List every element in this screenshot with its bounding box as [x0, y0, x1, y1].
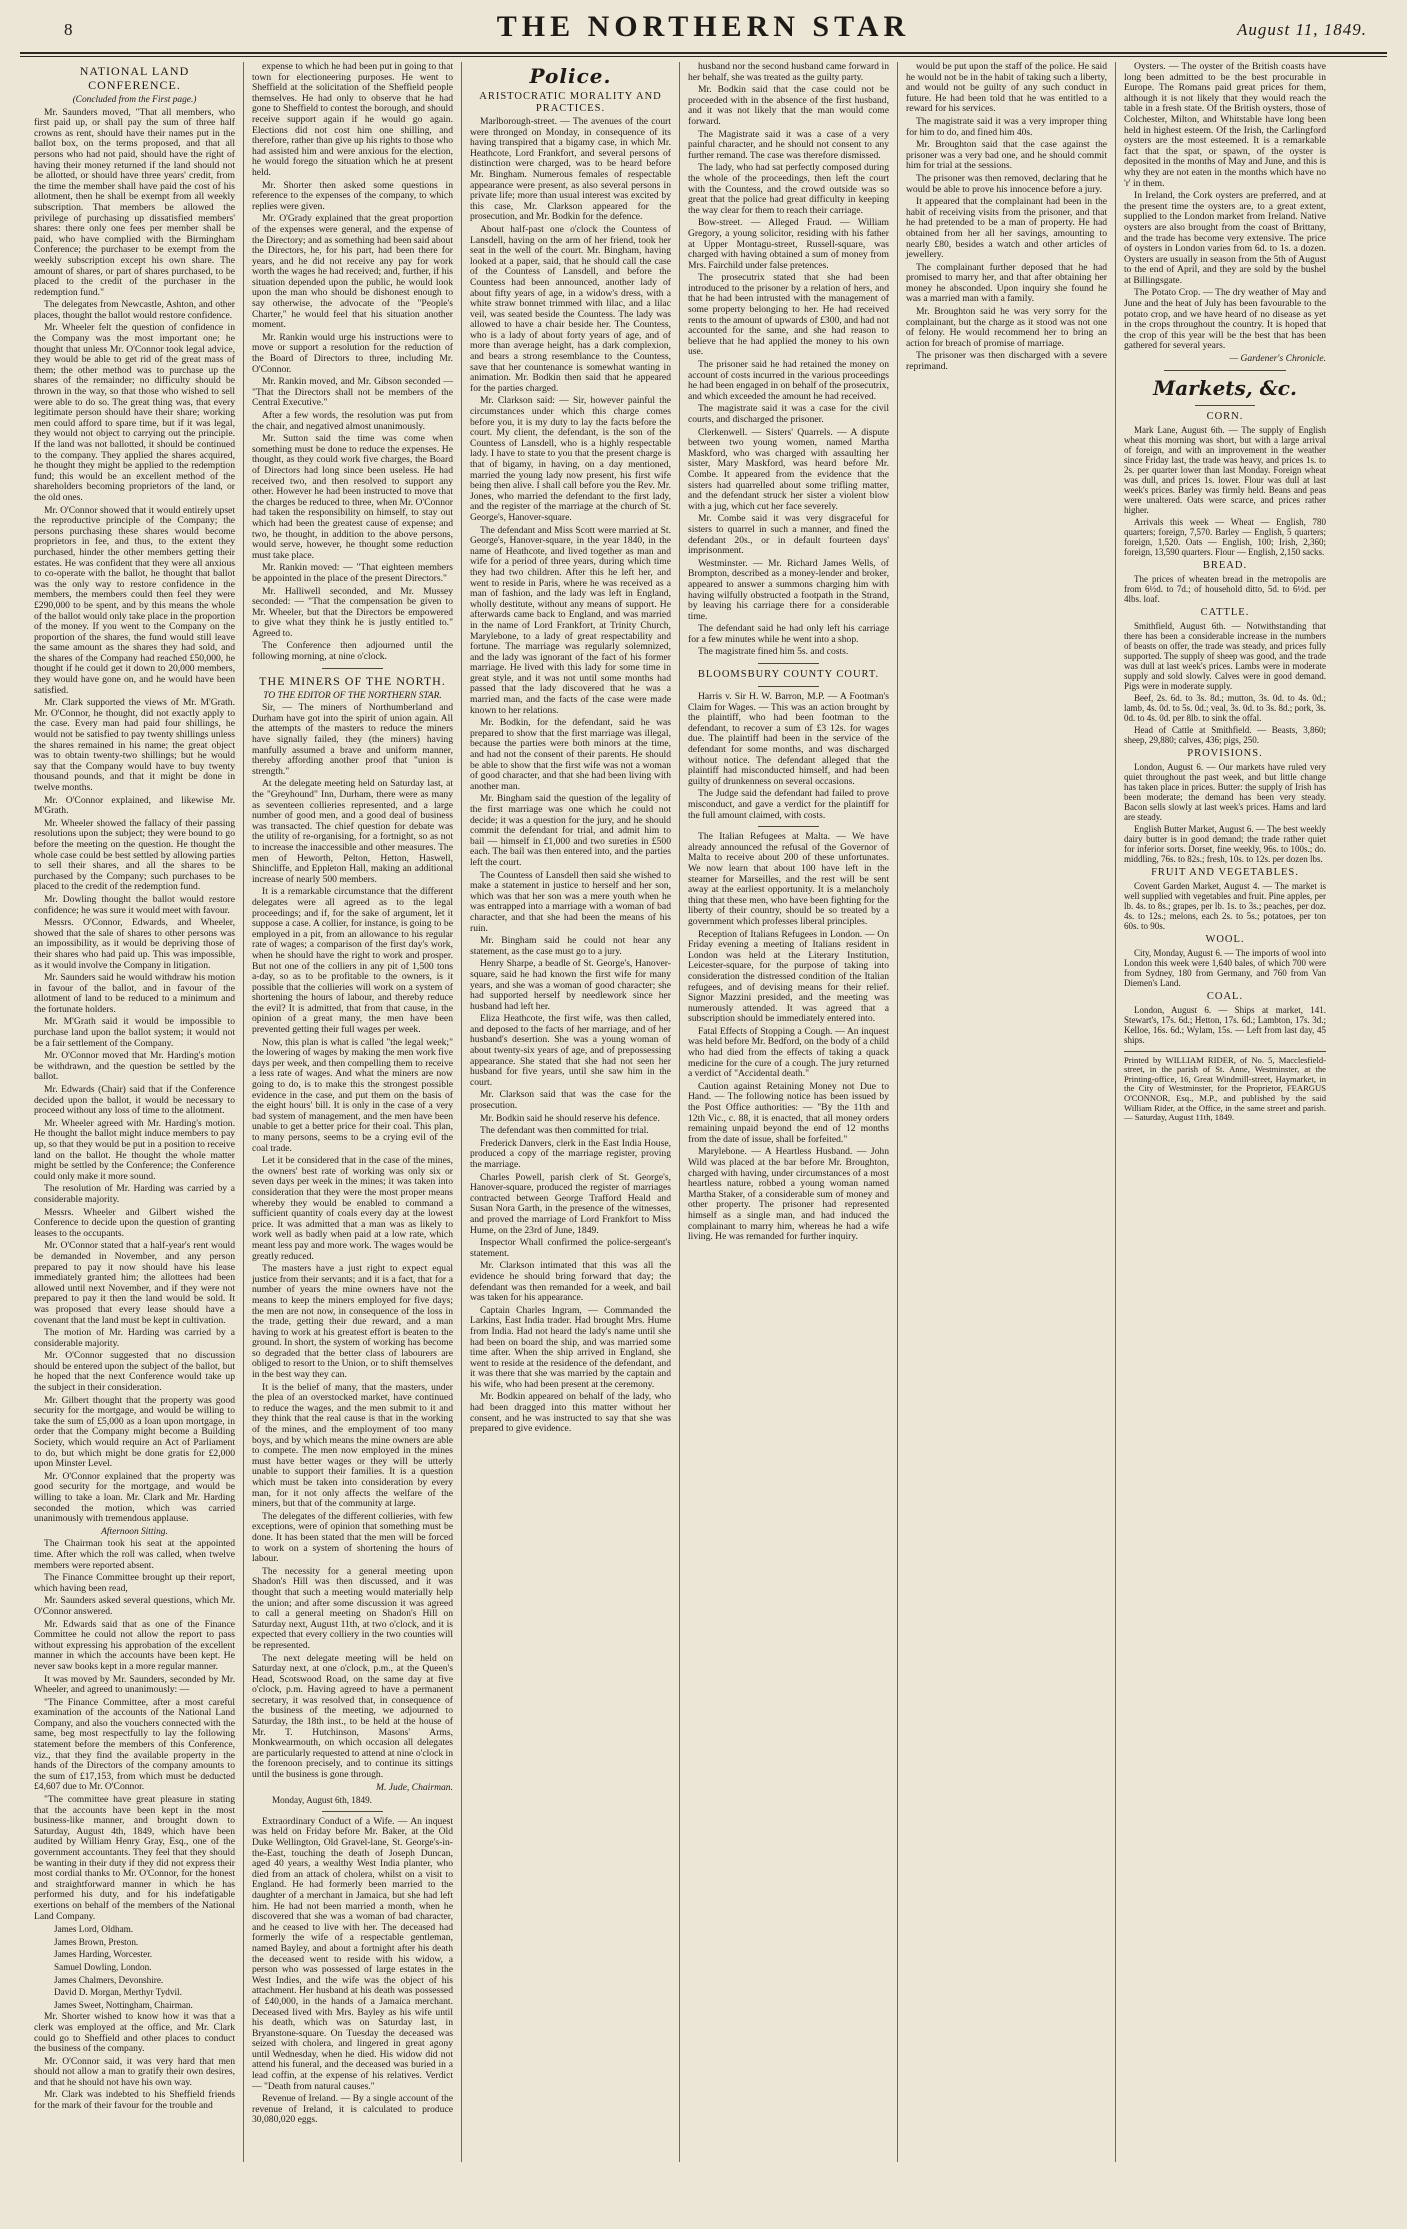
paragraph: Henry Sharpe, a beadle of St. George's, Hanover-square, said he had known the first wife for many years, and she was a woman of good character; she had supported herself by needlework since her husband had left her.: [470, 958, 671, 1012]
masthead: [20, 6, 1387, 50]
paragraph: Mr. Bodkin, for the defendant, said he was prepared to show that the first marriage was illegal, because the parties were both minors at the time, and had not the consent of their parents. He should be able to show that the first wife was not a woman of good character, and that she had been living with another man.: [470, 717, 671, 792]
paragraph: Mr. Shorter wished to know how it was that a clerk was employed at the office, and Mr. Clark could go to Sheffield and other places to conduct the business of the company.: [34, 2011, 235, 2055]
market-section-bread: BREAD.: [1202, 559, 1248, 571]
paragraph: Mr. Bingham said the question of the legality of the first marriage was one which he could not decide; it was a question for the jury, and he should commit the defendant for trial, and admit him to bail — himself in £1,000 and two sureties in £500 each. The bail was then entered into, and the parties left the court.: [470, 793, 671, 868]
paragraph: The lady, who had sat perfectly composed during the whole of the proceedings, then left the court with the Countess, and the crowd outside was so great that the police had great difficulty in keeping the way clear for them to reach their carriage.: [688, 162, 889, 216]
paragraph: Mr. Wheeler agreed with Mr. Harding's motion. He thought the ballot might induce members to pay up, so that they would be put in a position to receive land on the ballot. He thought the whole matter might be settled by the Conference; the Conference could only make it more sound.: [34, 1117, 235, 1182]
paragraph: Sir, — The miners of Northumberland and Durham have got into the spirit of union again. All the attempts of the masters to reduce the miners have signally failed, they (the miners) having manfully assumed a brave and uniform manner, thereby affording another proof that "union is strength.": [252, 702, 453, 777]
paragraph: The Countess of Lansdell then said she wished to make a statement in justice to herself and her son, which was that her son was a mere youth when he was entrapped into a marriage with a woman of bad character, and that she had been the means of his ruin.: [470, 869, 671, 934]
section-divider: [758, 826, 818, 827]
paragraph: Mr. Clark supported the views of Mr. M'Grath. Mr. O'Connor, he thought, did not exactly apply to the case. Every man had paid four shillings, he would not be satisfied to pay twenty shillings unless the shares remained in his name; the great object was to obtain twenty-two shillings; but he would say that the Company would have to buy twenty thousand pounds, and that it might be done in twelve months.: [34, 697, 235, 793]
paragraph: The defendant said he had only left his carriage for a few minutes while he went into a shop.: [688, 623, 889, 645]
paragraph: Mr. O'Connor said, it was very hard that men should not allow a man to gratify their own desires, and that he should not have his own way.: [34, 2055, 235, 2088]
paragraph: The necessity for a general meeting upon Shadon's Hill was then discussed, and it was thought that such a meeting would materially help the union; and after some discussion it was agreed to call a general meeting on Shadon's Hill on Saturday next, August 11th, at two o'clock, and it is expected that every colliery in the two counties will be represented.: [252, 1565, 453, 1651]
market-section-coal: COAL.: [1206, 990, 1244, 1002]
paragraph: Mr. Clark was indebted to his Sheffield friends for the mark of their favour for the trouble and: [34, 2089, 235, 2112]
market-report: Beef, 2s. 6d. to 3s. 8d.; mutton, 3s. 0d. to 4s. 0d.; lamb, 4s. 0d. to 5s. 0d.; veal, 3s. 0d. to 3s. 8d.; pork, 3s. 0d. to 4s. 0d. per 8lb. to sink the offal.: [1124, 692, 1326, 723]
paragraph: At the delegate meeting held on Saturday last, at the "Greyhound" Inn, Durham, there were as many as seventeen collieries represented, and a large number of good men, and a good deal of business was transacted. The chief question for debate was the utility of re-organising, for a fortnight, so as not to increase the inaccessible and other measures. The men of Heworth, Pelton, Hetton, Haswell, Shincliffe, and Eppleton Hall, making an additional increase of nearly 500 members.: [252, 778, 453, 885]
paragraph: The masters have a just right to expect equal justice from their servants; and it is a fact, that for a number of years the mine owners have not the means to keep the miners employed for five days; the men are not now, in consequence of the loss in the trade, getting their due reward, and a man having to work at his greatest effort is beaten to the ground. In short, the system of working has become so degraded that the better class of labourers are obliged to resort to the Union, or to shift themselves in the best way they can.: [252, 1263, 453, 1381]
paragraph: Mr. Clarkson said: — Sir, however painful the circumstances under which this charge comes before you, it is my duty to lay the facts before the court. My client, the defendant, is the son of the Countess of Lansdell, who is a highly respectable lady. I have to state to you that the present charge is that of bigamy, in having, on a day mentioned, married the young lady now present, his first wife being then alive. I shall call before you the Rev. Mr. Jones, who married the defendant to the first lady, and the register of the marriage at the church of St. George's, Hanover-square.: [470, 395, 671, 523]
paragraph: Mr. Broughton said that the case against the prisoner was a very bad one, and he should commit him for trial at the sessions.: [906, 139, 1107, 172]
market-report: English Butter Market, August 6. — The best weekly dairy butter is in good demand; the trade rather quiet for inferior sorts. Dorset, fine weekly, 96s. to 100s.; do. middling, 76s. to 82s.; fresh, 10s. to 12s. per dozen lbs.: [1124, 823, 1326, 864]
paragraph: Mr. Bingham said he could not hear any statement, as the case must go to a jury.: [470, 935, 671, 957]
article-subheading: ARISTOCRATIC MORALITY AND PRACTICES.: [479, 91, 662, 114]
paper-title: THE NORTHERN STAR: [496, 10, 911, 43]
paragraph: Caution against Retaining Money not Due to Hand. — The following notice has been issued by the Post Office authorities: — "By the 11th and 12th Vic., c. 88, it is enacted, that all money orders remaining unpaid beyond the end of 12 months from the date of issue, shall be forfeited.": [688, 1080, 889, 1145]
column-3: [462, 62, 680, 2162]
paragraph: The magistrate fined him 5s. and costs.: [698, 646, 849, 658]
paragraph: Mr. O'Connor explained, and likewise Mr. M'Grath.: [34, 794, 235, 817]
paragraph: Mr. Edwards (Chair) said that if the Conference decided upon the ballot, it would be necessary to proceed without any loss of time to the allotment.: [34, 1084, 235, 1117]
paragraph: Mr. Clarkson intimated that this was all the evidence he should bring forward that day; the defendant was then remanded for a week, and bail was taken for his appearance.: [470, 1260, 671, 1304]
paragraph: The prisoner was then removed, declaring that he would be able to prove his innocence before a jury.: [906, 172, 1107, 195]
market-section-wool: WOOL.: [1205, 933, 1245, 945]
paragraph: husband nor the second husband came forward in her behalf, she was treated as the guilty party.: [688, 62, 889, 83]
paragraph: Mr. Clarkson said that was the case for the prosecution.: [470, 1089, 671, 1112]
paragraph: Fatal Effects of Stopping a Cough. — An inquest was held before Mr. Bedford, on the body of a child who had died from the effects of taking a quack medicine for the cure of a cough. The jury returned a verdict of "Accidental death.": [688, 1025, 889, 1080]
paragraph: "The committee have great pleasure in stating that the accounts have been kept in the most business-like manner, and brought down to Saturday, August 4th, 1849, which have been audited by William Henry Gray, Esq., one of the government accountants. They feel that they should be wanting in their duty if they did not express their most cordial thanks to Mr. O'Connor, for the honest and straightforward manner in which he has performed his duty, and for his indefatigable exertions on behalf of the members of the National Land Company.: [34, 1794, 235, 1922]
paragraph: "The Finance Committee, after a most careful examination of the accounts of the National Land Company, and also the vouchers connected with the same, beg most respectfully to lay the following statement before the members of this Conference, viz., that they find the available property in the hands of the Directors of the company amounts to the sum of £17,153, from which must be deducted £4,607 due to Mr. O'Connor.: [34, 1696, 235, 1793]
paragraph: Let it be considered that in the case of the mines, the owners' best rate of working was only six or seven days per week in the mines; it was taken into consideration that they were the most proper means whereby they would be enabled to command a sufficient quantity of coals every day at the lowest price. It was admitted that a man was as likely to work well as badly when paid at a low rate, which meant less pay and more work. The wages would be greatly reduced.: [252, 1155, 453, 1262]
paragraph: Mr. O'Connor moved that Mr. Harding's motion be withdrawn, and the question be settled by the ballot.: [34, 1050, 235, 1083]
market-section-provisions: PROVISIONS.: [1187, 747, 1263, 759]
market-report: Smithfield, August 6th. — Notwithstanding that there has been a considerable increase in the numbers of beasts on offer, the trade was steady, and prices fully supported. The supply of sheep was good, and the trade was dull at last week's prices. Lambs were in moderate supply and sold slowly. Calves were in good demand. Pigs were in moderate supply.: [1124, 620, 1326, 691]
paragraph: Mr. Saunders asked several questions, which Mr. O'Connor answered.: [34, 1595, 235, 1617]
paragraph: Extraordinary Conduct of a Wife. — An inquest was held on Friday before Mr. Baker, at the Old Duke Wellington, Old Gravel-lane, St. George's-in-the-East, touching the death of Joseph Duncan, aged 40 years, a wealthy West India planter, who died from an attack of cholera, whilst on a visit to England. He had formerly been married to the daughter of a merchant in Jamaica, but she had left him. He had not been married a month, when he discovered that she was a woman of bad character, and he ceased to live with her. The deceased had formerly the wife of a respectable gentleman, named Bayley, and about a fortnight after his death the deceased went to reside with his widow, a person who was possessed of large estates in the West Indies, and the wife was the object of his attachment. Her husband at his death was possessed of £40,000, in the hands of a Jamaica merchant. Deceased lived with Mrs. Bayley as his wife until his death, which was on Saturday last, in Bryanstone-square. On Tuesday the deceased was seized with cholera, and lingered in great agony until Wednesday, when he died. His widow did not attend his funeral, and the deceased was buried in a lead coffin, at the expense of his relatives. Verdict — "Death from natural causes.": [252, 1815, 453, 2092]
paragraph: The motion of Mr. Harding was carried by a considerable majority.: [34, 1327, 235, 1349]
paragraph: Mr. O'Grady explained that the great proportion of the expenses were general, and the expense of the Directory; and as something had been said about the Directors, he, for his part, had been there for years, and he did not receive any pay for work worth the wages he had received; and, further, if his situation depended upon the public, he would look upon the man who should be dishonest enough to say otherwise, the advocate of the "People's Charter," he would feel that his situation another moment.: [252, 213, 453, 331]
paragraph: Mr. Dowling thought the ballot would restore confidence; he was sure it would meet with favour.: [34, 893, 235, 916]
signatory: Samuel Dowling, London.: [54, 1961, 152, 1972]
paragraph: The complainant further deposed that he had promised to marry her, and that after obtaining her money he absconded. Upon inquiry she found he was a married man with a family.: [906, 261, 1107, 305]
paragraph: After a few words, the resolution was put from the chair, and negatived almost unanimously.: [252, 410, 453, 432]
paragraph: The Conference then adjourned until the following morning, at nine o'clock.: [252, 640, 453, 663]
article-heading: BLOOMSBURY COUNTY COURT.: [697, 669, 880, 681]
paragraph: About half-past one o'clock the Countess of Lansdell, having on the arm of her friend, took her seat in the well of the court. Mr. Bingham, having looked at a paper, said, that he should call the case of the Countess of Lansdell, and before the Countess had been announced, another lady of about fifty years of age, in a widow's dress, with a white straw bonnet trimmed with lilac, and a lilac veil, was seated beside the Countess. The lady was allowed to have a chair beside her. The Countess, who is a lady of about forty years of age, and of more than average height, has a dark complexion, and bears a strong resemblance to the Countess, save that her countenance is somewhat wanting in animation. Mr. Bodkin then said that he appeared for the parties charged.: [470, 223, 671, 394]
paragraph: The delegates from Newcastle, Ashton, and other places, thought the ballot would restore confidence.: [34, 299, 235, 321]
paragraph: Mr. Rankin moved: — "That eighteen members be appointed in the place of the present Directors.": [252, 562, 453, 584]
paragraph: The Judge said the defendant had failed to prove misconduct, and gave a verdict for the plaintiff for the full amount claimed, with costs.: [688, 788, 889, 821]
market-report: The prices of wheaten bread in the metropolis are from 6½d. to 7d.; of household ditto, 5d. to 6½d. per 4lbs. loaf.: [1124, 573, 1326, 604]
column-5: [898, 62, 1116, 2162]
paragraph: The delegates of the different collieries, with few exceptions, were of opinion that something must be done. It has been stated that the men will be forced to work on a system of shortening the hours of labour.: [252, 1510, 453, 1565]
section-divider: [322, 1811, 382, 1812]
section-divider: [1164, 370, 1285, 371]
paragraph: The Italian Refugees at Malta. — We have already announced the refusal of the Governor of Malta to receive about 200 of these unfortunates. We now learn that about 100 have left in the steamer for Marseilles, and the rest will be sent away at the earliest opportunity. It is a melancholy thing that these men, who have been fighting for the liberty of their country, should be so treated by a government which professes liberal principles.: [688, 831, 889, 927]
signatory: James Harding, Worcester.: [54, 1949, 153, 1960]
paragraph: Mr. Saunders said he would withdraw his motion in favour of the ballot, and in favour of the allotment of land to be reduced to a minimum and the fortunate holders.: [34, 972, 235, 1015]
paragraph: Mr. Wheeler showed the fallacy of their passing resolutions upon the subject; they were bound to go before the meeting on the question. He thought the whole case could be best settled by allowing parties to sell their shares, and all the shares to be purchased by the Company; such purchases to be placed to the credit of the redemption fund.: [34, 817, 235, 893]
paragraph: Harris v. Sir H. W. Barron, M.P. — A Footman's Claim for Wages. — This was an action brought by the plaintiff, who had been footman to the defendant, to recover a sum of £3 12s. for wages due. The plaintiff had been in the service of the defendant for some months, and was discharged without notice. The defendant alleged that the plaintiff had misconducted himself, and had been guilty of drunkenness on several occasions.: [688, 691, 889, 787]
paragraph: It is a remarkable circumstance that the different delegates were all agreed as to the legal proceedings; and if, for the sake of argument, let it suppose a case. A collier, for instance, is going to be employed in a pit, from an allowance to his regular rate of wages; a comparison of the first day's work, when he should have the right to work and prosper. But not one of the colliers in any pit of 1,500 tons a-day, so as to be profitable to the owners, is it possible that the collieries will work on a system of shortening the hours of labour, and thereby reduce the evil? It is admitted, that from that cause, in the opinion of a great many, the men have been prevented getting their full wages per week.: [252, 886, 453, 1036]
paragraph: It appeared that the complainant had been in the habit of receiving visits from the prisoner, and that he had pretended to be a man of property. He had obtained from her all her savings, amounting to nearly £80, besides a watch and other articles of jewellery.: [906, 196, 1107, 261]
paragraph: Revenue of Ireland. — By a single account of the revenue of Ireland, it is calculated to produce 30,080,020 eggs.: [252, 2093, 453, 2126]
article-subheading: (Concluded from the First page.): [72, 95, 197, 105]
market-report: Covent Garden Market, August 4. — The market is well supplied with vegetables and fruit. Pine apples, per lb. 4s. to 8s.; grapes, per lb. 1s. to 3s.; peaches, per doz. 4s. to 12s.; melons, each 2s. to 5s.; potatoes, per ton 60s. to 90s.: [1124, 880, 1326, 931]
section-subheading: Afternoon Sitting.: [101, 1526, 168, 1537]
paragraph: Mr. Rankin moved, and Mr. Gibson seconded — "That the Directors shall not be members of the Central Executive.": [252, 376, 453, 409]
paragraph: Messrs. Wheeler and Gilbert wished the Conference to decide upon the question of granting leases to the occupants.: [34, 1206, 235, 1239]
paragraph: The prisoner said he had retained the money on account of costs incurred in the various proceedings he had been engaged in on behalf of the prosecutrix, and which exceeded the amount he had received.: [688, 359, 889, 402]
paragraph: Reception of Italians Refugees in London. — On Friday evening a meeting of Italians resident in London was held at the Literary Institution, Leicester-square, for the purpose of taking into consideration the distressed condition of the Italian refugees, and of devising means for their relief. Signor Mazzini presided, and the meeting was numerously attended. It was agreed that a subscription should be immediately entered into.: [688, 928, 889, 1025]
paragraph: Mr. O'Connor stated that a half-year's rent would be demanded in November, and any person prepared to pay it now should have his lease immediately granted him; the allottees had been allowed until next November, and if they were not prepared to pay it then the land would be sold. It was proposed that every lease should have a covenant that the land must be kept in cultivation.: [34, 1240, 235, 1326]
signatory: James Sweet, Nottingham, Chairman.: [54, 1999, 193, 2010]
paragraph: It was moved by Mr. Saunders, seconded by Mr. Wheeler, and agreed to unanimously: —: [34, 1673, 235, 1696]
paragraph: The prisoner was then discharged with a severe reprimand.: [906, 350, 1107, 373]
paragraph: Charles Powell, parish clerk of St. George's, Hanover-square, produced the register of marriages contracted between George Trafford Heald and Susan Nora Garth, in the presence of the witnesses, and proved the marriage of Lord Frankfort to Miss Hume, on the 23rd of June, 1849.: [470, 1171, 671, 1236]
paragraph: The defendant and Miss Scott were married at St. George's, Hanover-square, in the year 1840, in the name of Heathcote, and lived together as man and wife for a period of three years, during which time they had two children. After this he left her, and went to reside in Paris, where he was received as a man of fashion, and the lady was left in England, wholly destitute, without any means of support. He afterwards came back to England, and was married in the name of Lord Frankfort, at Trinity Church, Marylebone, to a lady of great respectability and fortune. The marriage was regularly solemnized, and the lady was ignorant of the fact of his former marriage. He lived with this lady for some time in great style, and it was not until some months had passed that the lady discovered that he was a married man, and the facts of the case were made known to her relations.: [470, 524, 671, 716]
paragraph: Mr. Saunders moved, "That all members, who first paid up, or shall pay the sum of three half crowns as rent, should have their names put in the ballot box, on the terms proposed, and that all persons who had not paid, should have the right of having their money returned if the land should not be allotted, or should have three years' credit, from the time the member shall have paid the cost of his allotment, then he shall be exempt from all weekly subscription. That members be allowed the privilege of purchasing up dissatisfied members' shares: there only one fees per member shall be paid, who have complied with the Birmingham Conference; the purchaser to be exempt from the weekly subscription except his own share. The amount of shares, or part of shares purchased, to be placed to the credit of the purchaser in the redemption fund.": [34, 106, 235, 298]
paragraph: Marylebone. — A Heartless Husband. — John Wild was placed at the bar before Mr. Broughton, charged with having, under circumstances of a most heartless nature, robbed a young woman named Martha Staker, of a considerable sum of money and other property. The prisoner had represented himself as a single man, and had induced the complainant to marry him, whereas he had a wife living. He was remanded for further inquiry.: [688, 1146, 889, 1243]
paragraph: Mr. Rankin would urge his instructions were to move or support a resolution for the reduction of the Board of Directors to three, including Mr. O'Connor.: [252, 331, 453, 375]
police-heading: Police.: [529, 64, 612, 88]
paragraph: Mr. O'Connor explained that the property was good security for the mortgage, and would be willing to take a loan. Mr. Clark and Mr. Harding seconded the motion, which was carried unanimously with tremendous applause.: [34, 1470, 235, 1525]
letter-date: Monday, August 6th, 1849.: [272, 1795, 372, 1806]
paragraph: The Chairman took his seat at the appointed time. After which the roll was called, when twelve members were reported absent.: [34, 1538, 235, 1571]
column-2: [244, 62, 462, 2162]
paragraph: Bow-street. — Alleged Fraud. — William Gregory, a young solicitor, residing with his father at Upper Montagu-street, Russell-square, was charged with having obtained a sum of money from Mrs. Fairchild under false pretences.: [688, 217, 889, 271]
paragraph: Mr. Bodkin appeared on behalf of the lady, who had been dragged into this matter without her consent, and he was instructed to say that she was prepared to give evidence.: [470, 1391, 671, 1435]
paragraph: Mr. Bodkin said that the case could not be proceeded with in the absence of the first husband, and it was not likely that the man would come forward.: [688, 84, 889, 127]
page-number: 8: [64, 20, 73, 39]
column-1: [26, 62, 244, 2162]
paragraph: Clerkenwell. — Sisters' Quarrels. — A dispute between two young women, named Martha Maskford, who was charged with assaulting her sister, Mary Maskford, was heard before Mr. Combe. It appeared from the evidence that the sisters had quarrelled about some trifling matter, and the defendant struck her sister a violent blow with a jug, which cut her face severely.: [688, 426, 889, 512]
masthead-rule: [20, 52, 1387, 57]
paragraph: In Ireland, the Cork oysters are preferred, and at the present time the oysters are, to a great extent, supplied to the London market from Ireland. Native oysters are also brought from the coast of Brittany, and the trade has become very extensive. The price of oysters in London varies from 6d. to 1s. a dozen. Oysters are usually in season from the 5th of August to the end of April, and they are sold by the bushel at Billingsgate.: [1124, 190, 1326, 286]
signatory: James Chalmers, Devonshire.: [54, 1974, 164, 1985]
imprint-divider: [1124, 1051, 1326, 1052]
paragraph: would be put upon the staff of the police. He said he would not be in the habit of taking such a liberty, and would not be guilty of any such conduct in future. He had been told that he was entitled to a reward for his services.: [906, 62, 1107, 115]
paragraph: Oysters. — The oyster of the British coasts have long been admitted to be the best procurable in Europe. The Romans paid great prices for them, although it is not likely that they would reach the table in a fresh state. Of the British oysters, those of Colchester, Milton, and Whitstable have long been held in highest esteem. Of the Irish, the Carlingford oysters are the most esteemed. It is a remarkable fact that the spat, or spawn, of the oyster is deposited in the months of May and June, and this is why they are not eaten in the months which have no 'r' in them.: [1124, 62, 1326, 189]
paragraph: Mr. O'Connor suggested that no discussion should be entered upon the subject of the ballot, but he hoped that the next Conference would take up the subject in their consideration.: [34, 1350, 235, 1394]
paragraph: It is the belief of many, that the masters, under the plea of an overstocked market, have continued to reduce the wages, and the men submit to it and they think that the real cause is that in the working of the mines, and the employment of too many boys, and by which means the mine owners are able to compete. The men now employed in the mines must have better wages or they will be utterly unable to support their families. It is a question which must be taken into consideration by every man, for it not only affects the welfare of the miners, but that of the community at large.: [252, 1381, 453, 1510]
signatory: James Lord, Oldham.: [54, 1924, 134, 1935]
paragraph: Mr. O'Connor showed that it would entirely upset the reproductive principle of the Company; the persons purchasing these shares would become proprietors in fee, and thus, to the extent they purchased, hinder the other members getting their estates. He was confident that they were all anxious to co-operate with the ballot, he thought that ballot was the only way to restore confidence in the members, the members could then feel they were £290,000 to be spent, and by this means the whole of the ballot would only take place in the proportion of the money. If you went to the Company on the proportion of the shares, the fund would still leave the same amount as the shares they had sold, and the shares of the Company had reached £50,000, he thought if he could get it down to 20,000 members, they would have gone on, and he would have been satisfied.: [34, 504, 235, 696]
letter-address: TO THE EDITOR OF THE NORTHERN STAR.: [263, 690, 442, 701]
paragraph: Frederick Danvers, clerk in the East India House, produced a copy of the marriage register, proving the marriage.: [470, 1137, 671, 1170]
paragraph: Captain Charles Ingram, — Commanded the Larkins, East India trader. Had brought Mrs. Hume from India. Had not heard the lady's name until she had been on board the ship, and was married some time after. When the ship arrived in England, she went to reside at the residence of the defendant, and it was there that she was married by the captain and his wife, who had been present at the ceremony.: [470, 1304, 671, 1390]
paragraph: The Magistrate said it was a case of a very painful character, and he should not consent to any further remand. The case was therefore dismissed.: [688, 128, 889, 161]
paragraph: Inspector Whall confirmed the police-sergeant's statement.: [470, 1237, 671, 1259]
paragraph: Mr. Combe said it was very disgraceful for sisters to quarrel in such a manner, and fined the defendant 20s., or in default fourteen days' imprisonment.: [688, 513, 889, 557]
section-divider: [322, 668, 382, 669]
paragraph: The magistrate said it was a very improper thing for him to do, and fined him 40s.: [906, 115, 1107, 138]
article-heading: NATIONAL LAND CONFERENCE.: [79, 64, 190, 92]
source-credit: — Gardener's Chronicle.: [1229, 353, 1326, 365]
paragraph: Mr. M'Grath said it would be impossible to purchase land upon the ballot system; it would not be a fair settlement of the Company.: [34, 1016, 235, 1049]
market-report: Arrivals this week — Wheat — English, 780 quarters; foreign, 7,570. Barley — English, 5 quarters; foreign, 1,520. Oats — English, 100; Irish, 2,360; foreign, 13,590 quarters. Flour — English, 2,150 sacks.: [1124, 516, 1326, 557]
column-4: [680, 62, 898, 2162]
markets-heading: Markets, &c.: [1153, 375, 1297, 400]
article-heading: THE MINERS OF THE NORTH.: [259, 673, 446, 688]
paragraph: Messrs. O'Connor, Edwards, and Wheeler, showed that the sale of shares to other persons was an impossibility, as it would be depriving those of their shares who had paid up. This was impossible, as it would involve the Company in litigation.: [34, 917, 235, 971]
paragraph: Eliza Heathcote, the first wife, was then called, and deposed to the facts of her marriage, and of her husband's desertion. She was a young woman of about twenty-six years of age, and of prepossessing appearance. She stated that she had not seen her husband for five years, until she saw him in the court.: [470, 1013, 671, 1088]
market-report: City, Monday, August 6. — The imports of wool into London this week were 1,640 bales, of which 700 were from Sydney, 180 from Germany, and 760 from Van Diemen's Land.: [1124, 947, 1326, 988]
section-divider: [758, 686, 818, 687]
column-6: [1116, 62, 1334, 2162]
paragraph: Marlborough-street. — The avenues of the court were thronged on Monday, in consequence of its having transpired that a bigamy case, in which Mr. Heathcote, Lord Frankfort, and several persons of distinction were charged, was to be heard before Mr. Bingham. Numerous females of respectable appearance were present, as also several persons in private life; more than usual interest was excited by this case, Mr. Clarkson appeared for the prosecution, and Mr. Bodkin for the defence.: [470, 116, 671, 223]
paragraph: Mr. Bodkin said he should reserve his defence.: [480, 1112, 660, 1124]
market-report: Head of Cattle at Smithfield. — Beasts, 3,860; sheep, 29,880; calves, 436; pigs, 250.: [1124, 724, 1326, 745]
paragraph: The next delegate meeting will be held on Saturday next, at one o'clock, p.m., at the Queen's Head, Scotswood Road, on the same day at five o'clock, p.m. Having agreed to have a permanent secretary, it was resolved that, in consequence of the business of the meeting, we adjourned to Saturday, the 18th inst., to be held at the house of Mr. T. Hutchinson, Masons' Arms, Monkwearmouth, on which occasion all delegates are particularly requested to attend at nine o'clock in the forenoon precisely, and to continue its sittings until the business is gone through.: [252, 1652, 453, 1781]
paragraph: Mr. Sutton said the time was come when something must be done to reduce the expenses. He thought, as they could work five charges, the Board of Directors had long since been useless. He had received two, and then resolved to support any other. However he had been instructed to move that the charges be reduced to three, when Mr. O'Connor had taken the responsibility on himself, to stay out which had been the greatest cause of expense; and two, he thought, in addition to the above persons, would serve, however, he thought some reduction must take place.: [252, 433, 453, 561]
signatory: David D. Morgan, Merthyr Tydvil.: [54, 1987, 182, 1998]
paragraph: expense to which he had been put in going to that town for electioneering purposes. He went to Sheffield at the solicitation of the Sheffield people themselves. He had only to observe that he had gone to Sheffield to contest the borough, and should receive support again if he would go again. Elections did not cost him one shilling, and therefore, rather than give up his rights to those who had assisted him and were anxious for the election, he would forego the situation which he at present held.: [252, 62, 453, 178]
issue-date: August 11, 1849.: [1237, 20, 1367, 39]
section-divider: [1195, 405, 1256, 406]
letter-signature: M. Jude, Chairman.: [375, 1781, 453, 1793]
market-section-cattle: CATTLE.: [1200, 606, 1250, 618]
paragraph: The resolution of Mr. Harding was carried by a considerable majority.: [34, 1183, 235, 1205]
paragraph: Westminster. — Mr. Richard James Wells, of Brompton, described as a money-lender and broker, appeared to answer a summons charging him with having wilfully obstructed a footpath in the Strand, by leaving his carriage there for a considerable time.: [688, 557, 889, 622]
market-report: London, August 6. — Ships at market, 141. Stewart's, 17s. 6d.; Hetton, 17s. 6d.; Lambton, 17s. 3d.; Kelloe, 16s. 6d.; Wylam, 15s. — Left from last day, 45 ships.: [1124, 1004, 1326, 1045]
paragraph: Mr. Edwards said that as one of the Finance Committee he could not allow the report to pass without expressing his approbation of the excellent manner in which the accounts have been kept. He never saw books kept in a more regular manner.: [34, 1618, 235, 1672]
article-columns: [26, 62, 1381, 2162]
market-section-corn: CORN.: [1206, 410, 1244, 422]
paragraph: The prosecutrix stated that she had been introduced to the prisoner by a relation of hers, and that he had been intrusted with the management of some property belonging to her. He had received rents to the amount of upwards of £300, and had not accounted for the same, and she had reason to believe that he had applied the money to his own use.: [688, 272, 889, 358]
market-section-fruit: FRUIT AND VEGETABLES.: [1151, 866, 1299, 878]
paragraph: Now, this plan is what is called "the legal week;" the lowering of wages by making the men work five days per week, and then compelling them to receive a less rate of wages. And what the miners are now going to do, is to make this the strongest possible evidence in the case, and put them on the basis of the eight hours' bill. It is only in the case of a very bad system of management, and the men have been unable to get a better price for their coal. This plan, to many persons, seems to be a crying evil of the coal trade.: [252, 1036, 453, 1154]
signatory: James Brown, Preston.: [54, 1936, 139, 1947]
printer-imprint: Printed by WILLIAM RIDER, of No. 5, Macclesfield-street, in the parish of St. Anne, Westminster, at the Printing-office, 16, Great Windmill-street, Haymarket, in the City of Westminster, for the Proprietor, FEARGUS O'CONNOR, Esq., M.P., and published by the said William Rider, at the Office, in the same street and parish. — Saturday, August 11th, 1849.: [1124, 1054, 1326, 1123]
paragraph: The magistrate said it was a case for the civil courts, and discharged the prisoner.: [688, 403, 889, 425]
paragraph: Mr. Wheeler felt the question of confidence in the Company was the most important one; he thought that unless Mr. O'Connor took legal advice, they would be able to get rid of the great mass of them; the other method was to purchase up the shares of the remainder; no difficulty should be thrown in the way, so that those who wished to sell were able to do so. The great thing was, that every legitimate person should have their share; working men could afford to spare time, but if it was legal, they would not object to carrying out the principle. If the land was not ballotted, it should be continued to the company. They applied the shares acquired, he thought they might be applied to the redemption fund; this would be an excellent method of the shareholders becoming proprietors of the land, or the old ones.: [34, 322, 235, 503]
paragraph: The Finance Committee brought up their report, which having been read,: [34, 1572, 235, 1594]
market-report: London, August 6. — Our markets have ruled very quiet throughout the past week, and but little change has taken place in prices. Butter: the supply of Irish has been moderate; the demand has been very steady. Bacon sells slowly at last week's prices. Hams and lard are steady.: [1124, 761, 1326, 822]
market-report: Mark Lane, August 6th. — The supply of English wheat this morning was short, but with a large arrival of foreign, and with an improvement in the weather since Friday last, the trade was heavy, and prices 1s. to 2s. per quarter lower than last Monday. Foreign wheat was dull, and prices 1s. lower. Flour was dull at last week's prices. Barley was firmly held. Beans and peas were unaltered. Oats were scarce, and prices rather higher.: [1124, 424, 1326, 515]
paragraph: Mr. Gilbert thought that the property was good security for the mortgage, and would be willing to take the sum of £5,000 as a loan upon mortgage, in order that the Company might become a Building Society, which would require an Act of Parliament to do, but which might be done gratis for £2,000 upon Minster Level.: [34, 1394, 235, 1470]
paragraph: Mr. Halliwell seconded, and Mr. Mussey seconded: — "That the compensation be given to Mr. Wheeler, but that the Directors be empowered to give what they think he is justly entitled to." Agreed to.: [252, 585, 453, 639]
paragraph: The Potato Crop. — The dry weather of May and June and the heat of July has been favourable to the potato crop, and we have heard of no disease as yet in the crops throughout the country. It is hoped that the crop of this year will be the best that has been gathered for several years.: [1124, 287, 1326, 352]
paragraph: The defendant was then committed for trial.: [480, 1125, 649, 1137]
paragraph: Mr. Shorter then asked some questions in reference to the expenses of the company, to which replies were given.: [252, 179, 453, 212]
paragraph: Mr. Broughton said he was very sorry for the complainant, but the charge as it stood was not one of felony. He would recommend her to bring an action for breach of promise of marriage.: [906, 306, 1107, 349]
section-divider: [758, 663, 818, 664]
